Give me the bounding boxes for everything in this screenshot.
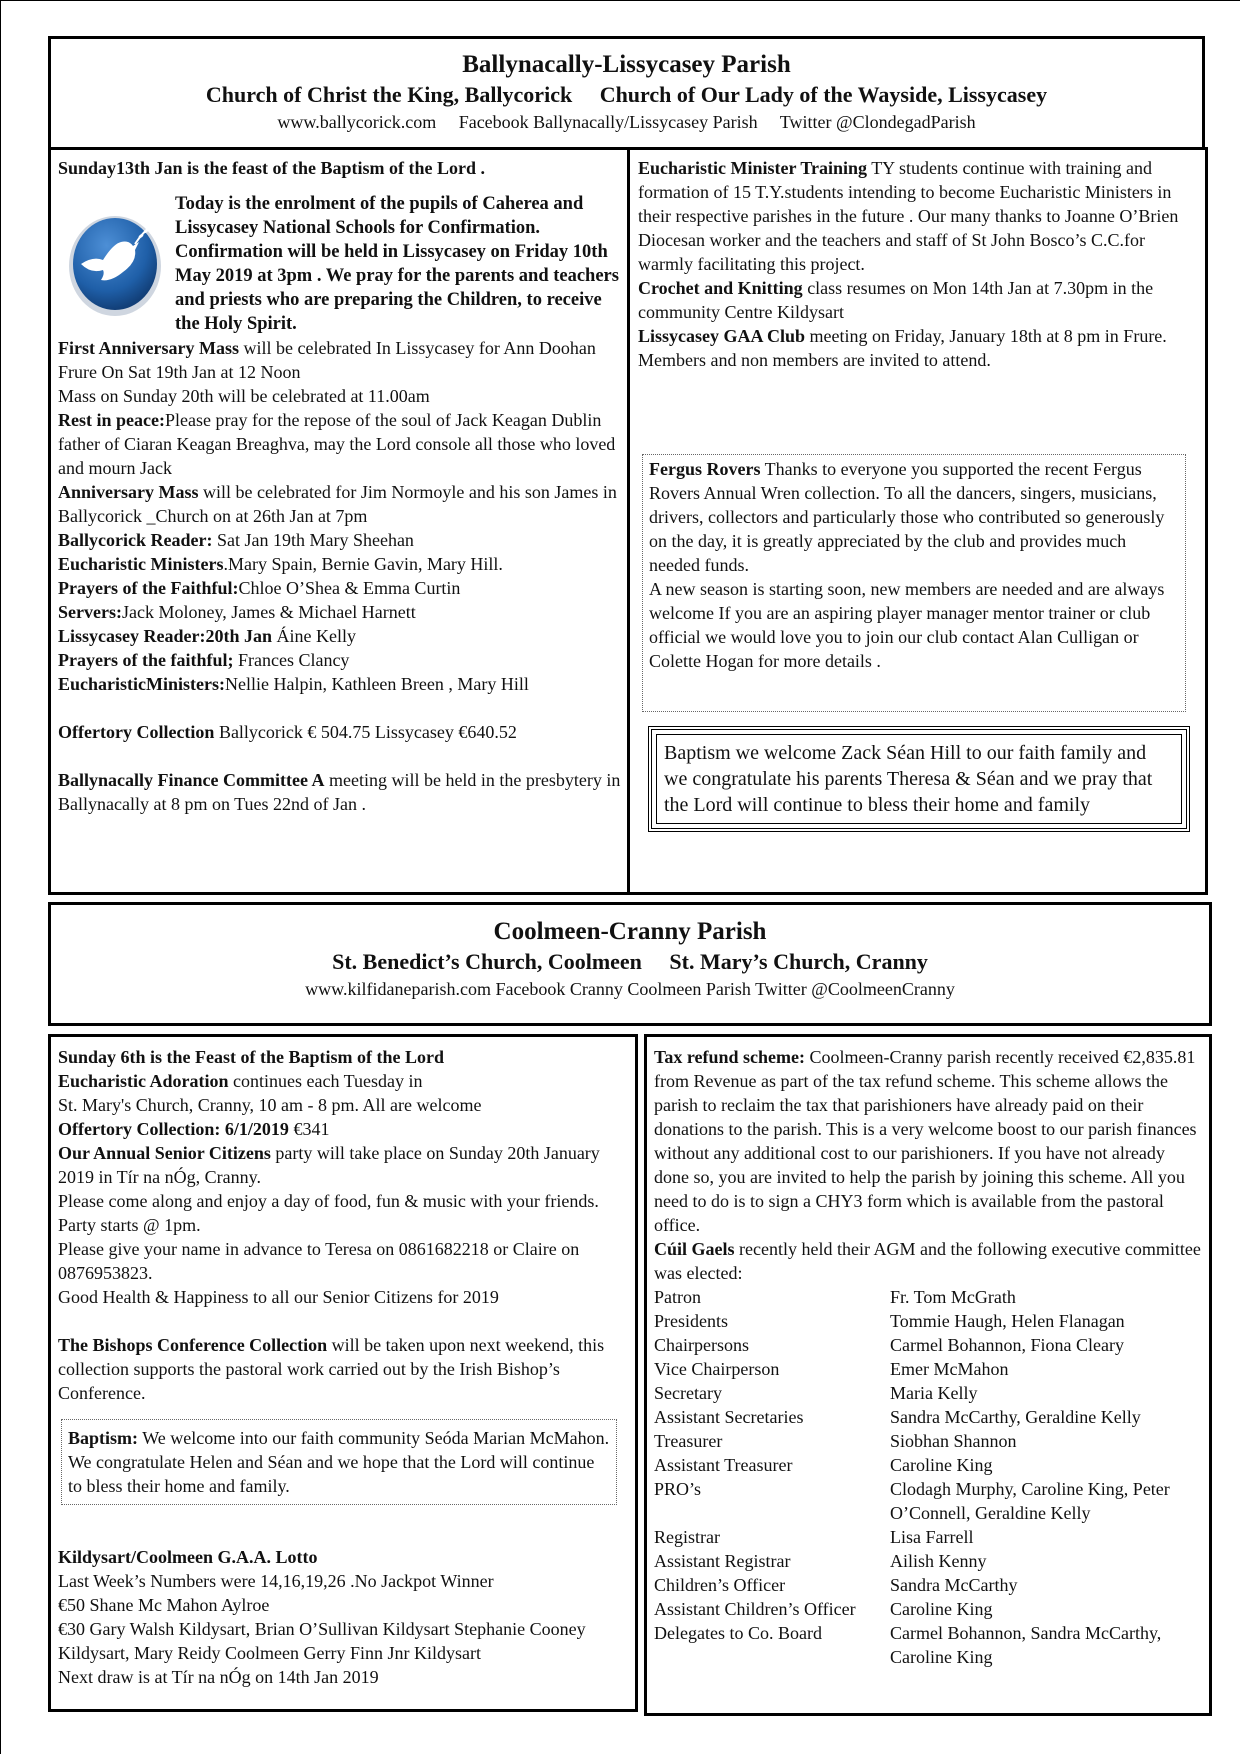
committee-names: Carmel Bohannon, Fiona Cleary	[890, 1335, 1124, 1355]
lissycasey-reader-label: Lissycasey Reader:20th Jan	[58, 626, 272, 646]
bishops-text: will be taken upon next weekend, this collection supports the pastoral work carried out by the Irish Bishop’s Conference.	[58, 1335, 605, 1403]
rip-label: Rest in peace:	[58, 410, 165, 430]
baptism-notice	[648, 726, 1190, 832]
senior-citizens-label: Our Annual Senior Citizens	[58, 1143, 271, 1163]
lotto-next-draw: Next draw is at Tír na nÓg on 14th Jan 2019	[58, 1667, 379, 1687]
committee-names: Carmel Bohannon, Sandra McCarthy, Caroline King	[890, 1623, 1162, 1667]
adoration-text: continues each Tuesday in	[228, 1071, 423, 1091]
parish2-header	[48, 902, 1212, 1026]
committee-names: Sandra McCarthy, Geraldine Kelly	[890, 1407, 1141, 1427]
prayers-text: Chloe O’Shea & Emma Curtin	[238, 578, 461, 598]
mass-sunday-text: Mass on Sunday 20th will be celebrated at 11.00am	[58, 386, 430, 406]
em-training-label: Eucharistic Minister Training	[638, 158, 868, 178]
adoration-text-2: St. Mary's Church, Cranny, 10 am - 8 pm. All are welcome	[58, 1095, 482, 1115]
lotto-50-winner: €50 Shane Mc Mahon Aylroe	[58, 1595, 270, 1615]
first-anniversary-label: First Anniversary Mass	[58, 338, 239, 358]
committee-role: Assistant Treasurer	[654, 1455, 793, 1475]
fergus-label: Fergus Rovers	[649, 459, 761, 479]
crochet-label: Crochet and Knitting	[638, 278, 803, 298]
committee-role: Treasurer	[654, 1431, 723, 1451]
committee-role: Patron	[654, 1287, 701, 1307]
page-edge	[0, 0, 1240, 1]
anniversary-label: Anniversary Mass	[58, 482, 199, 502]
committee-names: Ailish Kenny	[890, 1551, 987, 1571]
first-anniversary-text: will be celebrated In Lissycasey for Ann Doohan Frure On Sat 19th Jan at 12 Noon	[58, 338, 596, 382]
fergus-rovers-notice	[642, 454, 1186, 712]
baptism-text: Baptism we welcome Zack Séan Hill to our faith family and we congratulate his parents Theresa & Séan and we pray that the Lord will continue to bless their home and family	[664, 742, 1153, 816]
committee-role: Assistant Secretaries	[654, 1407, 804, 1427]
committee-row	[654, 1573, 1203, 1597]
bishops-label: The Bishops Conference Collection	[58, 1335, 328, 1355]
fergus-text: Thanks to everyone you supported the recent Fergus Rovers Annual Wren collection. To all the dancers, singers, musicians, drivers, collectors and particularly those who contributed so generously on the day, it is greatly appreciated by the club and provides much needed funds.	[649, 459, 1165, 575]
fergus-text-2: A new season is starting soon, new members are needed and are always welcome If you are an aspiring player manager mentor trainer or club official we would love you to join our club contact Alan Culligan or Colette Hogan for more details .	[649, 579, 1165, 671]
rip-text: Please pray for the repose of the soul of Jack Keagan Dublin father of Ciaran Keagan Breaghva, may the Lord console all those who loved and mourn Jack	[58, 410, 616, 478]
parish2-churches: St. Benedict’s Church, Coolmeen St. Mary’s Church, Cranny	[332, 949, 928, 974]
senior-citizens-text-2: Please come along and enjoy a day of food, fun & music with your friends. Party starts @ 1pm.	[58, 1191, 599, 1235]
parish2-left-column	[48, 1034, 638, 1712]
senior-citizens-text-3: Please give your name in advance to Teresa on 0861682218 or Claire on 0876953823.	[58, 1239, 580, 1283]
tax-refund-text: Coolmeen-Cranny parish recently received €2,835.81 from Revenue as part of the tax refund scheme. This scheme allows the parish to reclaim the tax that parishioners have already paid on their donations to the parish. This is a very welcome boost to our parish finances without any additional cost to our parishioners. If you have not already done so, you are invited to help the parish by joining this scheme. All you need to do is to sign a CHY3 form which is available from the pastoral office.	[654, 1047, 1197, 1235]
page-edge	[0, 0, 1, 1754]
committee-names: Maria Kelly	[890, 1383, 978, 1403]
lotto-numbers: Last Week’s Numbers were 14,16,19,26 .No Jackpot Winner	[58, 1571, 494, 1591]
senior-citizens-text: party will take place on Sunday 20th January 2019 in Tír na nÓg, Cranny.	[58, 1143, 600, 1187]
servers-text: Jack Moloney, James & Michael Harnett	[121, 602, 416, 622]
adoration-label: Eucharistic Adoration	[58, 1071, 229, 1091]
committee-names: Tommie Haugh, Helen Flanagan	[890, 1311, 1125, 1331]
committee-row	[654, 1285, 1203, 1309]
baptism-text-2: We welcome into our faith community Seóda Marian McMahon. We congratulate Helen and Séan and we hope that the Lord will continue to bless their home and family.	[68, 1428, 610, 1496]
committee-names: Lisa Farrell	[890, 1527, 974, 1547]
lissycasey-reader-text: Áine Kelly	[272, 626, 356, 646]
committee-row	[654, 1477, 1203, 1525]
parish1-left-column	[48, 147, 637, 895]
committee-names: Sandra McCarthy	[890, 1575, 1018, 1595]
gaa-label: Lissycasey GAA Club	[638, 326, 806, 346]
lissycasey-prayers-label: Prayers of the faithful;	[58, 650, 234, 670]
confirmation-notice: Today is the enrolment of the pupils of Caherea and Lissycasey National Schools for Confirmation. Confirmation will be held in Lissycasey on Friday 10th May 2019 at 3pm . We pray for the parents and teachers and priests who are preparing the Children, to receive the Holy Spirit.	[175, 194, 619, 334]
committee-role: Vice Chairperson	[654, 1359, 780, 1379]
parish2-title: Coolmeen-Cranny Parish	[493, 918, 767, 945]
parish2-right-column	[644, 1034, 1212, 1716]
committee-names: Caroline King	[890, 1455, 993, 1475]
committee-row	[654, 1333, 1203, 1357]
dove-icon	[63, 204, 167, 322]
offertory-text-2: €341	[288, 1119, 330, 1139]
lissycasey-prayers-text: Frances Clancy	[233, 650, 350, 670]
reader-label: Ballycorick Reader:	[58, 530, 213, 550]
committee-role: Children’s Officer	[654, 1575, 786, 1595]
committee-role: PRO’s	[654, 1479, 702, 1499]
prayers-label: Prayers of the Faithful:	[58, 578, 239, 598]
committee-row	[654, 1549, 1203, 1573]
committee-role: Assistant Registrar	[654, 1551, 791, 1571]
committee-row	[654, 1621, 1203, 1669]
crochet-text: class resumes on Mon 14th Jan at 7.30pm in the community Centre Kildysart	[638, 278, 1154, 322]
offertory-label: Offertory Collection	[58, 722, 215, 742]
committee-names: Emer McMahon	[890, 1359, 1009, 1379]
parish1-churches: Church of Christ the King, Ballycorick Church of Our Lady of the Wayside, Lissycasey	[205, 82, 1048, 107]
senior-citizens-text-4: Good Health & Happiness to all our Senior Citizens for 2019	[58, 1287, 499, 1307]
servers-label: Servers:	[58, 602, 122, 622]
committee-row	[654, 1405, 1203, 1429]
committee-names: Caroline King	[890, 1599, 993, 1619]
lotto-30-winners: €30 Gary Walsh Kildysart, Brian O’Sullivan Kildysart Stephanie Cooney Kildysart, Mary Reidy Coolmeen Gerry Finn Jnr Kildysart	[58, 1619, 586, 1663]
lissycasey-ministers-text: Nellie Halpin, Kathleen Breen , Mary Hill	[224, 674, 529, 694]
committee-row	[654, 1429, 1203, 1453]
baptism-notice-2	[61, 1419, 617, 1505]
parish1-title: Ballynacally-Lissycasey Parish	[462, 51, 791, 78]
committee-row	[654, 1525, 1203, 1549]
tax-refund-label: Tax refund scheme:	[654, 1047, 806, 1067]
committee-names: Clodagh Murphy, Caroline King, Peter O’Connell, Geraldine Kelly	[890, 1479, 1170, 1523]
committee-row	[654, 1381, 1203, 1405]
committee-names: Fr. Tom McGrath	[890, 1287, 1016, 1307]
committee-role: Registrar	[654, 1527, 720, 1547]
committee-role: Assistant Children’s Officer	[654, 1599, 856, 1619]
committee-table	[654, 1285, 1203, 1669]
parish1-links: www.ballycorick.com Facebook Ballynacally/Lissycasey Parish Twitter @ClondegadParish	[277, 112, 976, 132]
parish1-header	[48, 36, 1205, 150]
offertory-label-2: Offertory Collection: 6/1/2019	[58, 1119, 289, 1139]
cuil-gaels-text: recently held their AGM and the following executive committee was elected:	[654, 1239, 1201, 1283]
em-training-text: TY students continue with training and formation of 15 T.Y.students intending to become Eucharistic Ministers in their respective parishes in the future . Our many thanks to Joanne O’Brien Diocesan worker and the teachers and staff of St John Bosco’s C.C.for warmly facilitating this project.	[638, 158, 1179, 274]
committee-row	[654, 1357, 1203, 1381]
cuil-gaels-label: Cúil Gaels	[654, 1239, 735, 1259]
finance-text: meeting will be held in the presbytery in Ballynacally at 8 pm on Tues 22nd of Jan .	[58, 770, 621, 814]
finance-label: Ballynacally Finance Committee A	[58, 770, 325, 790]
baptism-label-2: Baptism:	[68, 1428, 139, 1448]
reader-text: Sat Jan 19th Mary Sheehan	[212, 530, 414, 550]
ministers-label: Eucharistic Ministers	[58, 554, 224, 574]
committee-role: Delegates to Co. Board	[654, 1623, 822, 1643]
gaa-text: meeting on Friday, January 18th at 8 pm in Frure. Members and non members are invited to attend.	[638, 326, 1167, 370]
offertory-text: Ballycorick € 504.75 Lissycasey €640.52	[214, 722, 517, 742]
ministers-text: .Mary Spain, Bernie Gavin, Mary Hill.	[223, 554, 503, 574]
parish1-right-column	[627, 147, 1208, 895]
anniversary-text: will be celebrated for Jim Normoyle and his son James in Ballycorick _Church on at 26th Jan at 7pm	[58, 482, 617, 526]
committee-row	[654, 1453, 1203, 1477]
feast-heading: Sunday13th Jan is the feast of the Baptism of the Lord .	[58, 158, 486, 178]
committee-role: Secretary	[654, 1383, 722, 1403]
committee-role: Presidents	[654, 1311, 728, 1331]
committee-names: Siobhan Shannon	[890, 1431, 1017, 1451]
lissycasey-ministers-label: EucharisticMinisters:	[58, 674, 225, 694]
committee-role: Chairpersons	[654, 1335, 749, 1355]
parish2-links: www.kilfidaneparish.com Facebook Cranny Coolmeen Parish Twitter @CoolmeenCranny	[305, 979, 955, 999]
feast-heading-2: Sunday 6th is the Feast of the Baptism of the Lord	[58, 1047, 445, 1067]
committee-row	[654, 1309, 1203, 1333]
committee-row	[654, 1597, 1203, 1621]
lotto-title: Kildysart/Coolmeen G.A.A. Lotto	[58, 1547, 318, 1567]
